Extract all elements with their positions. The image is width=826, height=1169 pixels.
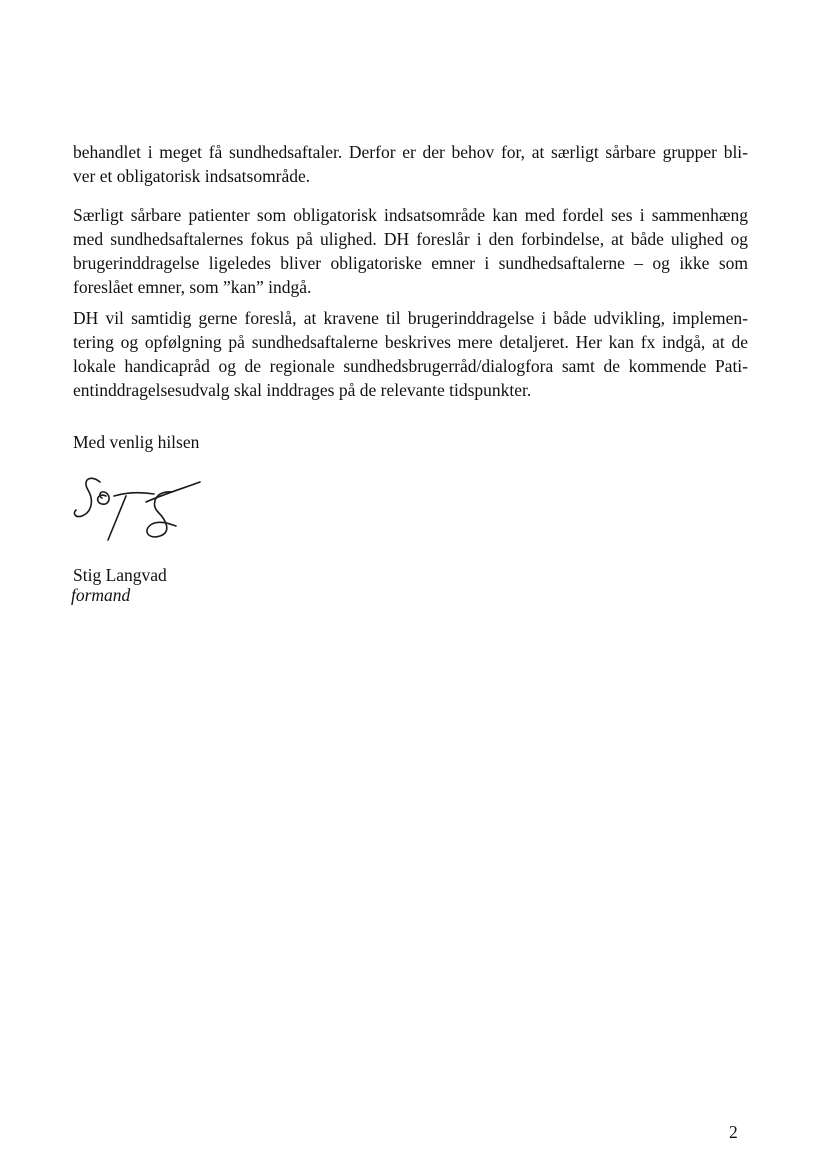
text-line: Særligt sårbare patienter som obligatorisk indsatsområde kan med fordel ses i sammenhæng: [73, 205, 748, 225]
text-line: foreslået emner, som ”kan” indgå.: [73, 277, 312, 297]
closing-salutation: Med venlig hilsen: [73, 432, 200, 452]
text-line: DH vil samtidig gerne foreslå, at kravene til brugerinddragelse i både udvikling, implemen-: [73, 308, 748, 328]
paragraph-1: [73, 140, 748, 188]
text-line: med sundhedsaftalernes fokus på ulighed. DH foreslår i den forbindelse, at både ulighed og: [73, 229, 748, 249]
paragraph-3: [73, 306, 748, 402]
text-line: entinddragelsesudvalg skal inddrages på de relevante tidspunkter.: [73, 380, 532, 400]
paragraph-2: [73, 203, 748, 299]
signer-title: formand: [71, 585, 131, 605]
signer-name: Stig Langvad: [73, 565, 167, 585]
text-line: lokale handicapråd og de regionale sundhedsbrugerråd/dialogfora samt de kommende Pati-: [73, 356, 748, 376]
handwritten-signature: [68, 470, 208, 545]
text-line: tering og opfølgning på sundhedsaftalerne beskrives mere detaljeret. Her kan fx indgå, at de: [73, 332, 748, 352]
text-line: ver et obligatorisk indsatsområde.: [73, 166, 311, 186]
page-number: 2: [729, 1122, 738, 1142]
text-line: behandlet i meget få sundhedsaftaler. Derfor er der behov for, at særligt sårbare grupper bli-: [73, 142, 748, 162]
text-line: brugerinddragelse ligeledes bliver obligatoriske emner i sundhedsaftalerne – og ikke som: [73, 253, 748, 273]
